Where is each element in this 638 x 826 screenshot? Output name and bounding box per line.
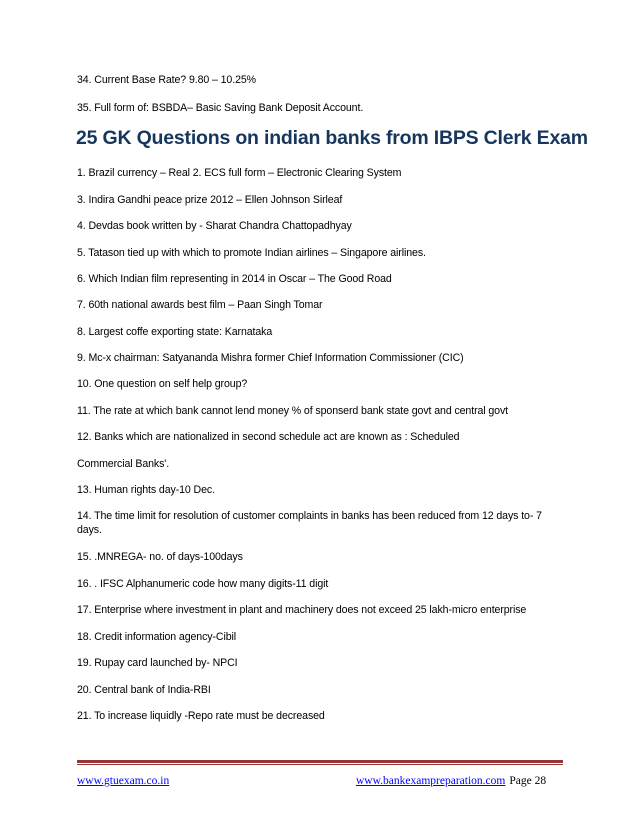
footer-link-bankexampreparation[interactable]: www.bankexampreparation.com [356, 775, 506, 787]
section-heading: 25 GK Questions on indian banks from IBPS Clerk Exam [76, 127, 588, 149]
list-item-12-cont: Commercial Banks'. [77, 458, 170, 470]
list-item-11: 11. The rate at which bank cannot lend money % of sponserd bank state govt and central govt [77, 405, 509, 417]
list-item-5: 5. Tatason tied up with which to promote Indian airlines – Singapore airlines. [77, 247, 426, 259]
footer-rule [77, 760, 563, 763]
text-line-34: 34. Current Base Rate? 9.80 – 10.25% [77, 74, 256, 86]
list-item-17: 17. Enterprise where investment in plant and machinery does not exceed 25 lakh-micro enterprise [77, 604, 527, 616]
list-item-16: 16. . IFSC Alphanumeric code how many digits-11 digit [77, 578, 329, 590]
list-item-15: 15. .MNREGA- no. of days-100days [77, 551, 243, 563]
list-item-10: 10. One question on self help group? [77, 378, 248, 390]
list-item-13: 13. Human rights day-10 Dec. [77, 484, 215, 496]
list-item-6: 6. Which Indian film representing in 2014 in Oscar – The Good Road [77, 273, 392, 285]
list-item-4: 4. Devdas book written by - Sharat Chandra Chattopadhyay [77, 220, 352, 232]
list-item-1: 1. Brazil currency – Real 2. ECS full form – Electronic Clearing System [77, 167, 402, 179]
list-item-14: 14. The time limit for resolution of customer complaints in banks has been reduced from 12 days to- 7 days. [77, 510, 542, 536]
list-item-7: 7. 60th national awards best film – Paan Singh Tomar [77, 299, 323, 311]
list-item-8: 8. Largest coffe exporting state: Karnataka [77, 326, 273, 338]
footer-rule-thin [77, 764, 563, 765]
page-number: Page 28 [509, 775, 547, 787]
list-item-18: 18. Credit information agency-Cibil [77, 631, 237, 643]
list-item-20: 20. Central bank of India-RBI [77, 684, 211, 696]
footer-link-gtuexam[interactable]: www.gtuexam.co.in [77, 775, 170, 787]
list-item-21: 21. To increase liquidly -Repo rate must be decreased [77, 710, 325, 722]
footer-left [77, 774, 169, 788]
list-item-12: 12. Banks which are nationalized in second schedule act are known as : Scheduled [77, 431, 460, 443]
footer-right [356, 774, 546, 788]
list-item-19: 19. Rupay card launched by- NPCI [77, 657, 238, 669]
list-item-3: 3. Indira Gandhi peace prize 2012 – Ellen Johnson Sirleaf [77, 194, 343, 206]
list-item-9: 9. Mc-x chairman: Satyananda Mishra former Chief Information Commissioner (CIC) [77, 352, 464, 364]
text-line-35: 35. Full form of: BSBDA– Basic Saving Bank Deposit Account. [77, 102, 364, 114]
